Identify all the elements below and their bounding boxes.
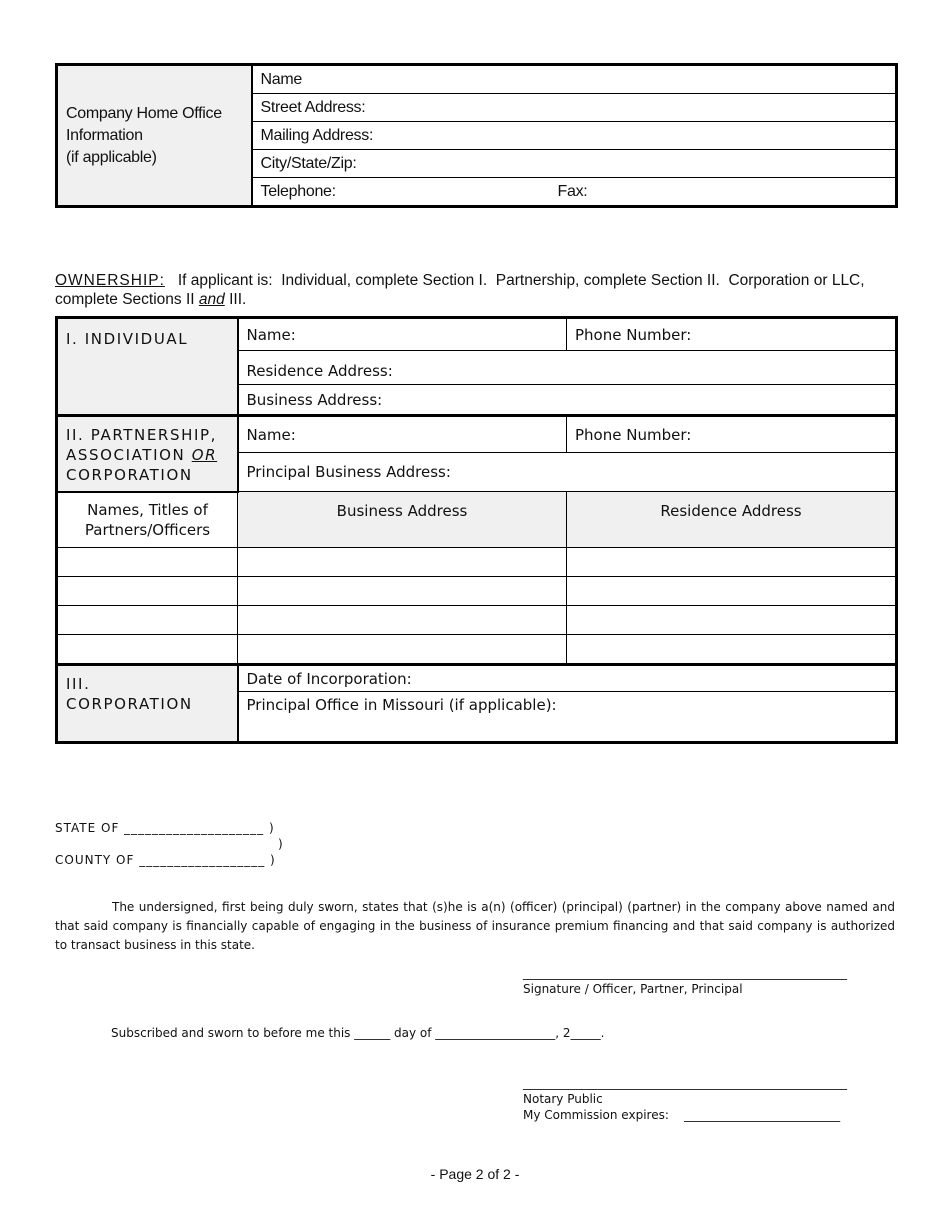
signature-block bbox=[523, 965, 847, 997]
officers-col1-line1: Names, Titles of bbox=[87, 500, 208, 519]
officers-col-names bbox=[57, 492, 238, 548]
ownership-instructions bbox=[55, 271, 900, 309]
venue-state: STATE OF ____________________ ) bbox=[55, 821, 275, 835]
signature-label: Signature / Officer, Partner, Principal bbox=[523, 982, 743, 996]
officer-name-cell[interactable] bbox=[57, 606, 238, 635]
company-name-field[interactable]: Name bbox=[252, 65, 897, 94]
officer-name-cell[interactable] bbox=[57, 548, 238, 577]
company-label-line3: (if applicable) bbox=[66, 148, 157, 166]
ownership-text1: If applicant is: bbox=[177, 272, 273, 289]
partnership-label2: ASSOCIATION bbox=[66, 446, 186, 464]
ownership-table bbox=[55, 316, 898, 744]
venue-county: COUNTY OF __________________ ) bbox=[55, 853, 276, 867]
notary-label: Notary Public bbox=[523, 1092, 603, 1106]
corporation-label2: CORPORATION bbox=[66, 695, 193, 713]
individual-phone-field[interactable]: Phone Number: bbox=[567, 318, 897, 351]
individual-residence-field[interactable]: Residence Address: bbox=[238, 351, 897, 385]
notary-line[interactable]: ______________________________________________________ bbox=[523, 1076, 847, 1090]
company-street-field[interactable]: Street Address: bbox=[252, 94, 897, 122]
company-home-office-label bbox=[57, 65, 252, 207]
notary-block bbox=[523, 1075, 847, 1123]
officers-col1-line2: Partners/Officers bbox=[84, 520, 211, 539]
ownership-iii: III. bbox=[229, 291, 247, 308]
venue-paren: ) bbox=[278, 837, 284, 851]
ownership-corp: Corporation or LLC, bbox=[728, 272, 865, 289]
partnership-phone-field[interactable]: Phone Number: bbox=[567, 416, 897, 453]
company-fax-field[interactable]: Fax: bbox=[550, 178, 897, 207]
section-individual-label bbox=[57, 318, 238, 416]
individual-business-field[interactable]: Business Address: bbox=[238, 385, 897, 416]
ownership-individual: Individual, bbox=[281, 272, 352, 289]
officer-name-cell[interactable] bbox=[57, 635, 238, 665]
page-footer: - Page 2 of 2 - bbox=[430, 1166, 520, 1182]
company-mailing-field[interactable]: Mailing Address: bbox=[252, 122, 897, 150]
officer-business-cell[interactable] bbox=[238, 606, 567, 635]
ownership-complete2: complete Section II. bbox=[583, 272, 720, 289]
officers-col-residence: Residence Address bbox=[567, 492, 897, 548]
partnership-principal-field[interactable]: Principal Business Address: bbox=[238, 453, 897, 492]
partnership-name-field[interactable]: Name: bbox=[238, 416, 567, 453]
officers-col-business: Business Address bbox=[238, 492, 567, 548]
individual-name-field[interactable]: Name: bbox=[238, 318, 567, 351]
officer-business-cell[interactable] bbox=[238, 577, 567, 606]
officer-name-cell[interactable] bbox=[57, 577, 238, 606]
officer-residence-cell[interactable] bbox=[567, 635, 897, 665]
partnership-or: OR bbox=[191, 446, 218, 464]
ownership-partnership: Partnership, bbox=[495, 272, 580, 289]
ownership-complete1: complete Section I. bbox=[355, 272, 488, 289]
subscribed-line: Subscribed and sworn to before me this ______ day of ____________________, 2_____. bbox=[111, 1026, 605, 1040]
corporation-principal-office-field[interactable]: Principal Office in Missouri (if applicable): bbox=[238, 692, 897, 743]
ownership-heading: OWNERSHIP: bbox=[55, 272, 165, 289]
section-partnership-label bbox=[57, 416, 238, 492]
company-telephone-field[interactable]: Telephone: bbox=[252, 178, 550, 207]
company-home-office-table bbox=[55, 63, 898, 208]
officer-residence-cell[interactable] bbox=[567, 548, 897, 577]
officer-residence-cell[interactable] bbox=[567, 606, 897, 635]
notary-commission-line[interactable]: __________________________ bbox=[684, 1108, 841, 1122]
officer-business-cell[interactable] bbox=[238, 548, 567, 577]
officer-business-cell[interactable] bbox=[238, 635, 567, 665]
corporation-date-field[interactable]: Date of Incorporation: bbox=[238, 665, 897, 692]
company-label-line1: Company Home Office bbox=[66, 104, 222, 122]
oath-paragraph: The undersigned, first being duly sworn, states that (s)he is a(n) (officer) (principal) (partner) in the company above named and that said company is financially capable of engaging in the business of insurance premium financing and that said company is authorized to transact business in this state. bbox=[55, 900, 895, 952]
ownership-and: and bbox=[198, 291, 225, 308]
section-corporation-label bbox=[57, 665, 238, 743]
ownership-complete3: complete Sections II bbox=[55, 291, 195, 308]
signature-line[interactable]: ______________________________________________________ bbox=[523, 966, 847, 980]
venue-block bbox=[55, 820, 284, 868]
company-label-line2: Information bbox=[66, 126, 143, 144]
partnership-label1: II. PARTNERSHIP, bbox=[66, 426, 217, 444]
partnership-label3: CORPORATION bbox=[66, 466, 193, 484]
individual-label-text: I. INDIVIDUAL bbox=[66, 330, 189, 348]
corporation-label1: III. bbox=[66, 675, 91, 693]
company-city-field[interactable]: City/State/Zip: bbox=[252, 150, 897, 178]
officer-residence-cell[interactable] bbox=[567, 577, 897, 606]
notary-commission-label: My Commission expires: bbox=[523, 1108, 669, 1122]
